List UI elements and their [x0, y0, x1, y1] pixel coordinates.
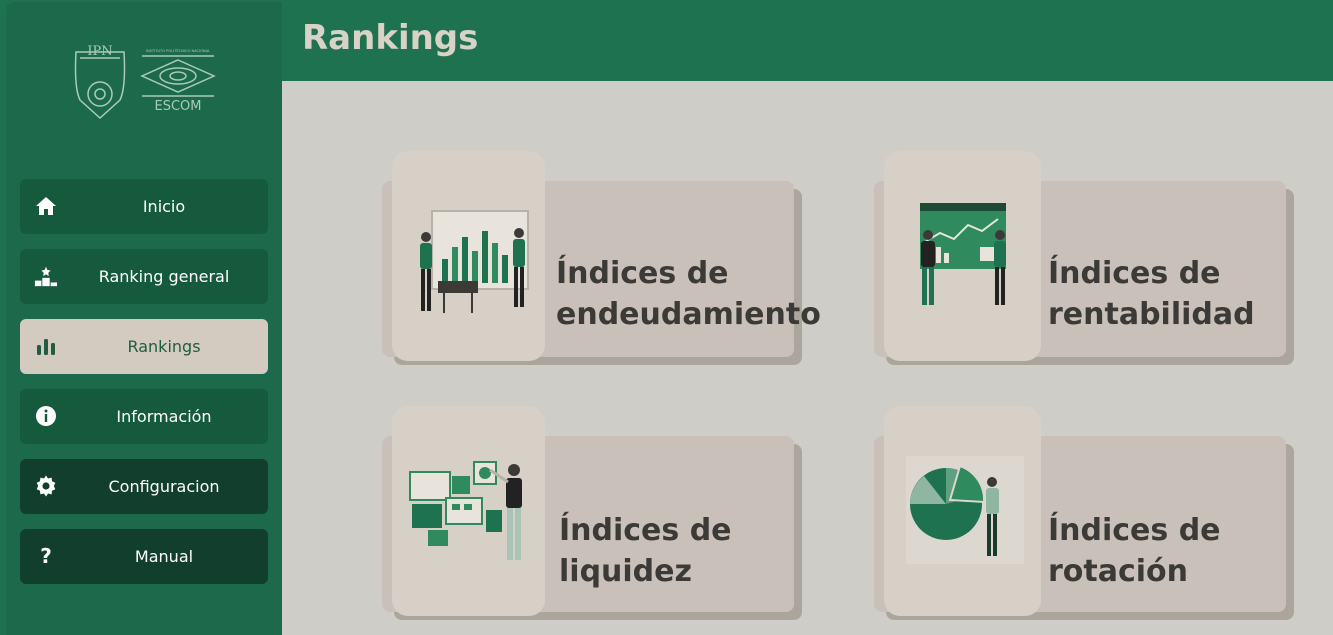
card-label-line1: Índices de	[559, 513, 732, 548]
card-rotacion[interactable]	[874, 406, 1294, 621]
escom-mark-icon	[142, 56, 214, 96]
question-icon: ?	[40, 544, 52, 568]
sidebar-item-label: Ranking general	[98, 267, 230, 286]
card-label-line2: endeudamiento	[556, 297, 821, 332]
card-label	[556, 253, 821, 335]
sidebar-item-label: Rankings	[127, 337, 201, 356]
card-rentabilidad[interactable]	[874, 151, 1294, 366]
sidebar-item-manual[interactable]	[20, 529, 268, 584]
card-label	[559, 510, 732, 592]
card-label-line1: Índices de	[1048, 513, 1221, 548]
card-label-line2: rentabilidad	[1048, 297, 1255, 332]
info-icon	[34, 404, 58, 428]
podium-icon	[34, 264, 58, 288]
header	[282, 0, 1333, 81]
card-liquidez[interactable]	[382, 406, 802, 621]
man-arranging-charts-illustration	[392, 406, 545, 616]
people-at-dashboard-board-illustration	[884, 151, 1041, 361]
sidebar-item-inicio[interactable]	[20, 179, 268, 234]
logo-shield-text: IPN	[87, 44, 113, 59]
logo	[70, 38, 220, 128]
people-presenting-bar-chart-illustration	[392, 151, 545, 361]
gear-icon	[34, 474, 58, 498]
logo-institution-text: INSTITUTO POLITÉCNICO NACIONAL	[145, 49, 211, 53]
sidebar-item-label: Manual	[134, 547, 194, 566]
sidebar-item-label: Información	[116, 407, 212, 426]
bar-chart-icon	[34, 334, 58, 358]
sidebar-item-label: Inicio	[142, 197, 186, 216]
card-label	[1048, 510, 1221, 592]
sidebar-item-ranking-general[interactable]	[20, 249, 268, 304]
card-label-line2: liquidez	[559, 554, 692, 589]
sidebar-item-label: Configuracion	[108, 477, 220, 496]
ipn-shield-icon	[76, 52, 125, 118]
sidebar	[6, 2, 282, 635]
sidebar-item-configuracion[interactable]	[20, 459, 268, 514]
card-label-line2: rotación	[1048, 554, 1189, 589]
sidebar-item-rankings[interactable]	[20, 319, 268, 374]
sidebar-item-informacion[interactable]	[20, 389, 268, 444]
main-content	[282, 81, 1333, 635]
man-with-pie-chart-illustration	[884, 406, 1041, 616]
home-icon	[34, 194, 58, 218]
card-label-line1: Índices de	[1048, 256, 1221, 291]
card-label	[1048, 253, 1255, 335]
logo-school-text: ESCOM	[154, 99, 202, 114]
card-label-line1: Índices de	[556, 256, 729, 291]
card-endeudamiento[interactable]	[382, 151, 821, 366]
page-title: Rankings	[302, 18, 479, 58]
